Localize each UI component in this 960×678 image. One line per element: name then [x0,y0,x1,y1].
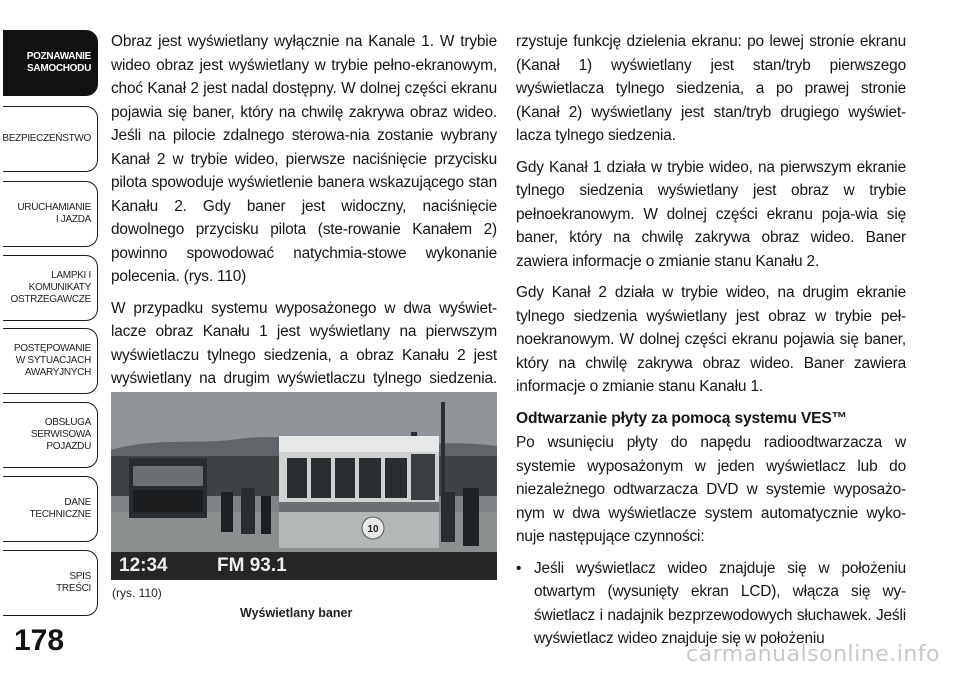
tab-poznawanie-samochodu[interactable] [3,30,98,96]
paragraph: rzystuje funkcję dzielenia ekranu: po lewej stronie ekranu (Kanał 1) wyświetlany jest stan/tryb pierwszego wyświetlacza tylnego siedzenia, a po prawej stronie (Kanał 2) wyświetlany jest stan/tryb drugiego wyświet-lacza tylnego siedzenia. [516,33,906,144]
paragraph: Gdy Kanał 1 działa w trybie wideo, na pierwszym ekranie tylnego siedzenia wyświetlany jest obraz w trybie pełnoekranowym. W dolnej części ekranu poja-wia się baner, który na chwilę zakrywa obraz wideo. Baner zawiera informacje o zmianie stanu Kanału 2. [516,158,906,270]
tab-dane-techniczne[interactable] [3,476,98,542]
paragraph: Po wsunięciu płyty do napędu radioodtwarzacza w systemie wyposażonym w jeden wyświetlacz lub do niezależnego odtwarzacza DVD w systemie wyposażo-nym w dwa wyświetlacze system automatycznie wyko-nuje następujące czynności: [516,434,906,545]
status-banner [111,552,497,580]
tab-spis-tresci[interactable] [3,550,98,616]
tram-number: 10 [367,524,379,535]
chapter-sidebar [0,0,100,620]
right-text-column [516,30,906,651]
banner-time: 12:34 [119,555,168,576]
figure-caption: Wyświetlany baner [240,606,353,620]
bullet-item [516,557,906,651]
tab-lampki-i-komunikaty[interactable] [3,255,98,321]
figure-banner-photo [111,392,497,580]
tab-label: DANE TECHNICZNE [29,497,91,520]
tab-label: BEZPIECZEŃSTWO [2,133,91,144]
tab-postepowanie-awaryjne[interactable] [3,328,98,394]
watermark: carmanualsonline.info [686,642,940,667]
section-heading: Odtwarzanie płyty za pomocą systemu VES™ [516,409,848,427]
banner-station: FM 93.1 [217,555,287,576]
paragraph: Obraz jest wyświetlany wyłącznie na Kanale 1. W trybie wideo obraz jest wyświetlany w trybie pełno-ekranowym, choć Kanał 2 jest nadal dostępny. W dolnej części ekranu pojawia się baner, który na chwilę zakrywa obraz wideo. Jeśli na pilocie zdalnego sterowa-nia zostanie wybrany Kanał 2 w trybie wideo, pierwsze naciśnięcie przycisku pilota spowoduje wyświetlenie banera wskazującego stan Kanału 2. Gdy baner jest widoczny, naciśnięcie dowolnego przycisku pilota (ste-rowanie Kanałem 2) powinno spowodować natychmia-stowe wykonanie polecenia. (rys. 110) [111,33,497,285]
left-text-column [111,30,497,422]
tab-label: POSTĘPOWANIE W SYTUACJACH AWARYJNYCH [13,343,91,378]
paragraph: Gdy Kanał 2 działa w trybie wideo, na drugim ekranie tylnego siedzenia wyświetlany jest obraz w trybie peł-noekranowym. W dolnej części ekranu pojawia się baner, który na chwilę zakrywa obraz wideo. Baner zawiera informacje o zmianie stanu Kanału 1. [516,284,906,395]
bullet-mark: • [516,559,522,577]
page-number: 178 [14,624,65,657]
tab-label: OBSŁUGA SERWISOWA POJAZDU [30,417,91,452]
tab-label: URUCHAMIANIE I JAZDA [17,202,91,225]
paragraph: W przypadku systemu wyposażonego w dwa wyświet-lacze obraz Kanału 1 jest wyświetlany na pierwszym wyświetlaczu tylnego siedzenia, a obraz Kanału 2 jest wyświetlany na drugim wyświetlaczu tylnego siedzenia. [111,299,497,387]
bullet-text: Jeśli wyświetlacz wideo znajduje się w położeniu otwartym (wysunięty ekran LCD), włącza się wy-świetlacz i nadajnik bezprzewodowych słuchawek. Jeśli wyświetlacz wideo znajduje się w położeniu [534,559,906,647]
tab-bezpieczenstwo[interactable] [3,106,98,172]
tab-uruchamianie-i-jazda[interactable] [3,181,98,247]
tab-label: POZNAWANIE SAMOCHODU [26,51,91,74]
tab-obsluga-serwisowa[interactable] [3,402,98,468]
figure-reference: (rys. 110) [112,586,162,600]
tab-label: SPIS TREŚCI [56,571,91,594]
tab-label: LAMPKI I KOMUNIKATY OSTRZEGAWCZE [10,270,91,305]
